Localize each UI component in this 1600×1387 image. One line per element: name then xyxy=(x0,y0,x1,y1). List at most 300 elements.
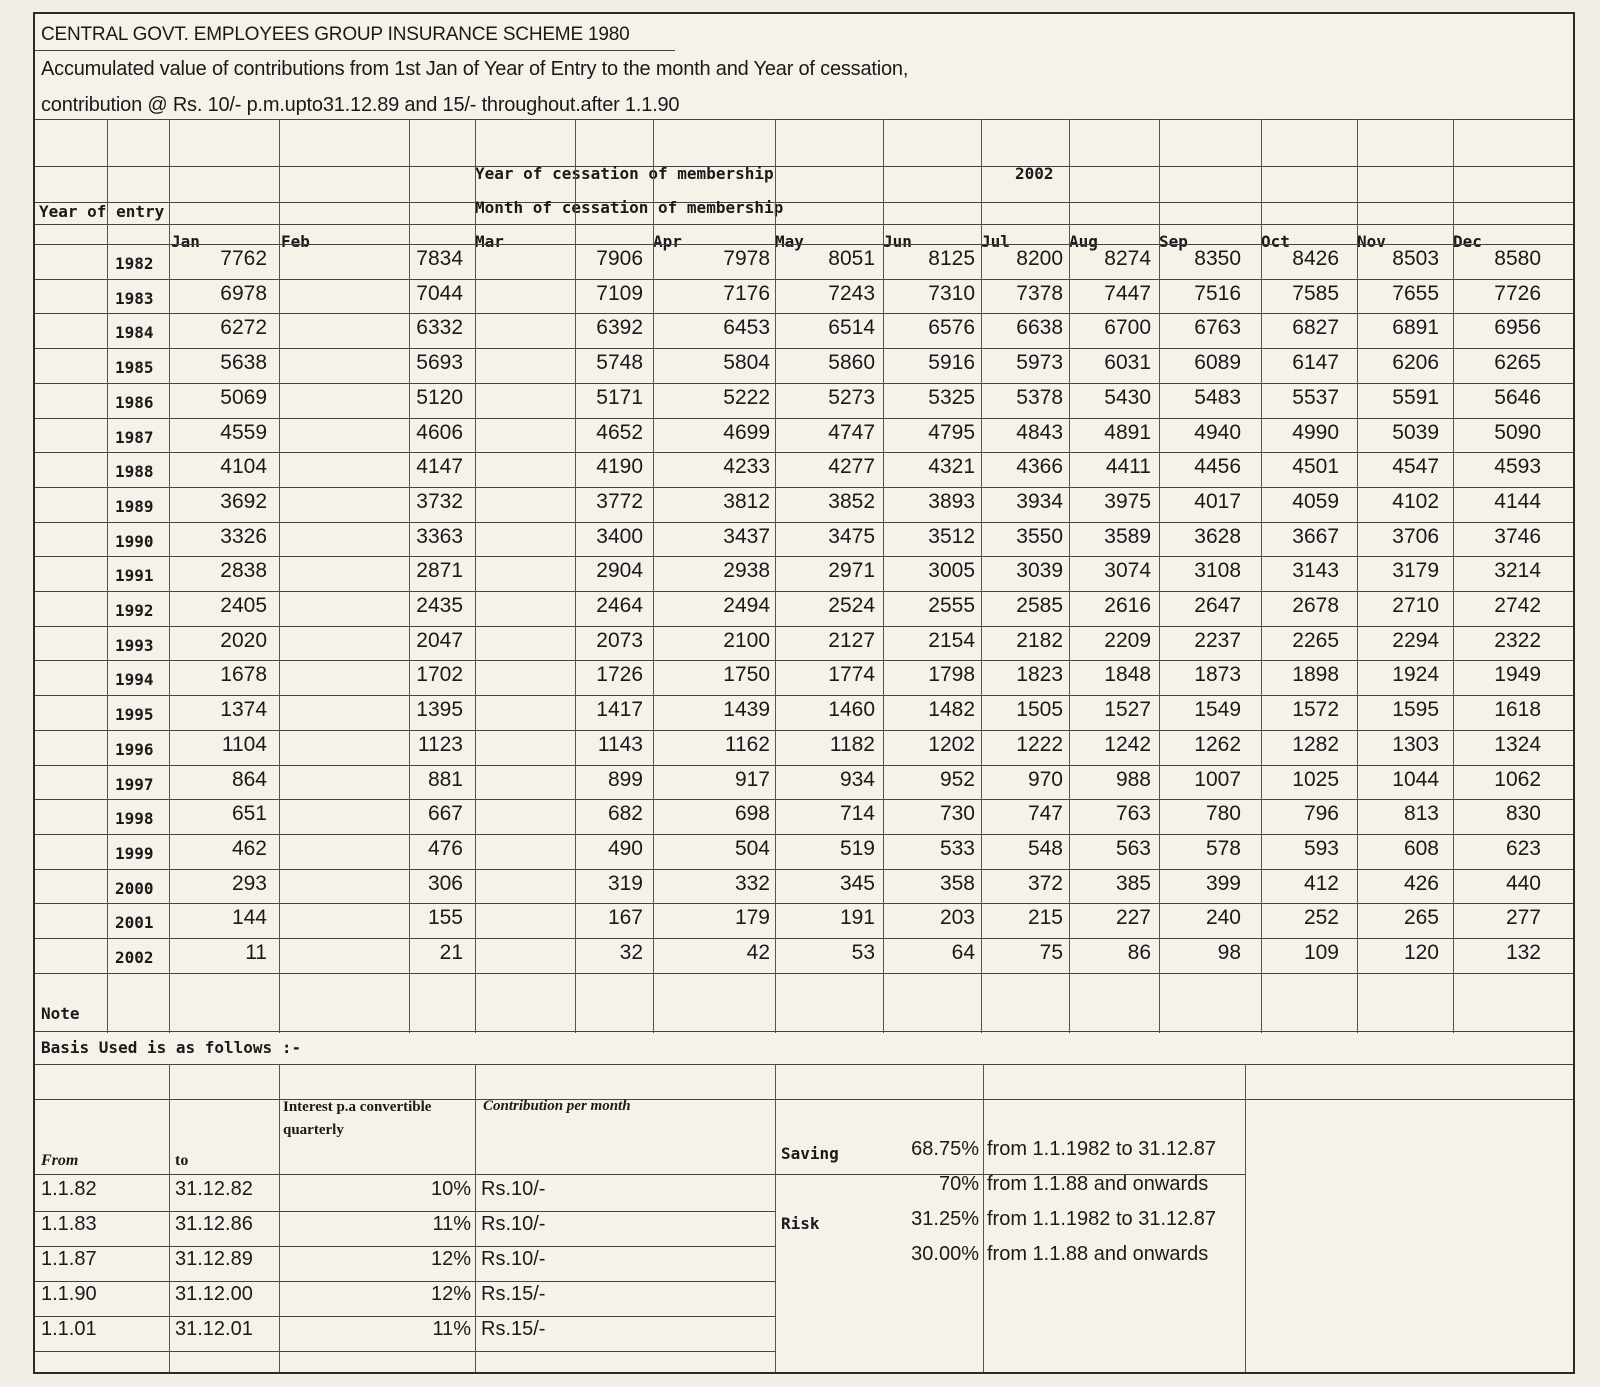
grid-line xyxy=(35,522,1573,523)
value-cell: 3214 xyxy=(1494,559,1541,583)
value-cell: 1123 xyxy=(417,732,463,756)
value-cell: 5693 xyxy=(416,351,463,375)
basis-from-cell: 1.1.90 xyxy=(41,1283,97,1305)
value-cell: 4411 xyxy=(1105,455,1151,479)
grid-line xyxy=(983,1064,984,1374)
value-cell: 4699 xyxy=(723,420,770,444)
value-cell: 3143 xyxy=(1292,559,1339,583)
basis-from-cell: 1.1.83 xyxy=(41,1213,97,1235)
value-cell: 4990 xyxy=(1292,420,1339,444)
value-cell: 7176 xyxy=(723,281,770,305)
value-cell: 64 xyxy=(951,941,975,964)
value-cell: 519 xyxy=(839,836,875,860)
value-cell: 155 xyxy=(427,906,463,930)
value-cell: 98 xyxy=(1217,941,1241,964)
value-cell: 1774 xyxy=(828,663,875,687)
value-cell: 1324 xyxy=(1494,732,1541,756)
value-cell: 7906 xyxy=(596,247,643,270)
value-cell: 1222 xyxy=(1016,732,1063,756)
value-cell: 1898 xyxy=(1292,663,1339,687)
basis-from-cell: 1.1.01 xyxy=(41,1318,97,1340)
value-cell: 358 xyxy=(939,871,975,895)
value-cell: 8350 xyxy=(1194,247,1241,270)
basis-contribution-cell: Rs.10/- xyxy=(481,1178,546,1200)
value-cell: 4940 xyxy=(1194,420,1241,444)
basis-to-cell: 31.12.89 xyxy=(175,1248,253,1270)
grid-line xyxy=(775,119,776,1033)
basis-to-cell: 31.12.00 xyxy=(175,1283,253,1305)
month-header-jul: Jul xyxy=(981,232,1010,251)
value-cell: 1726 xyxy=(596,663,643,687)
value-cell: 2100 xyxy=(723,628,770,652)
grid-line xyxy=(1069,119,1070,1033)
grid-line xyxy=(475,1064,476,1374)
value-cell: 203 xyxy=(939,906,975,930)
value-cell: 6978 xyxy=(220,281,267,305)
year-of-entry-cell: 1993 xyxy=(115,635,154,655)
value-cell: 2127 xyxy=(828,628,875,652)
value-cell: 899 xyxy=(607,767,643,791)
basis-contribution-cell: Rs.15/- xyxy=(481,1283,546,1305)
value-cell: 6763 xyxy=(1194,316,1241,340)
year-of-entry-cell: 1986 xyxy=(115,392,154,412)
month-header-apr: Apr xyxy=(653,232,682,251)
grid-line xyxy=(107,119,108,1033)
value-cell: 144 xyxy=(231,906,267,930)
value-cell: 8125 xyxy=(928,247,975,270)
basis-from-cell: 1.1.87 xyxy=(41,1248,97,1270)
value-cell: 4456 xyxy=(1194,455,1241,479)
value-cell: 3975 xyxy=(1104,489,1151,513)
value-cell: 75 xyxy=(1039,941,1063,964)
value-cell: 4144 xyxy=(1494,489,1541,513)
value-cell: 796 xyxy=(1303,802,1339,826)
value-cell: 5483 xyxy=(1194,385,1241,409)
value-cell: 191 xyxy=(839,906,875,930)
year-of-entry-cell: 1988 xyxy=(115,462,154,482)
value-cell: 2209 xyxy=(1104,628,1151,652)
value-cell: 1202 xyxy=(928,732,975,756)
value-cell: 3692 xyxy=(220,489,267,513)
grid-line xyxy=(169,119,170,1033)
grid-line xyxy=(575,119,576,1033)
year-of-entry-cell: 1995 xyxy=(115,705,154,725)
value-cell: 6265 xyxy=(1494,351,1541,375)
grid-line xyxy=(35,1246,775,1247)
value-cell: 4147 xyxy=(416,455,463,479)
value-cell: 4795 xyxy=(928,420,975,444)
value-cell: 3326 xyxy=(220,524,267,548)
sheet-subtitle-line1: Accumulated value of contributions from 1st Jan of Year of Entry to the month and Year of cessation, xyxy=(41,58,909,80)
header-divider xyxy=(35,119,1573,120)
value-cell: 3179 xyxy=(1392,559,1439,583)
year-of-entry-cell: 1987 xyxy=(115,427,154,447)
value-cell: 1303 xyxy=(1392,732,1439,756)
basis-interest-cell: 11% xyxy=(432,1213,471,1235)
value-cell: 385 xyxy=(1115,871,1151,895)
value-cell: 763 xyxy=(1115,802,1151,826)
value-cell: 7834 xyxy=(416,247,463,270)
value-cell: 3108 xyxy=(1194,559,1241,583)
value-cell: 6638 xyxy=(1016,316,1063,340)
value-cell: 345 xyxy=(839,871,875,895)
value-cell: 7585 xyxy=(1292,281,1339,305)
month-of-cessation-label: Month of cessation of membership xyxy=(475,198,784,217)
year-of-entry-cell: 2002 xyxy=(115,948,154,967)
value-cell: 2073 xyxy=(596,628,643,652)
value-cell: 3550 xyxy=(1016,524,1063,548)
grid-line xyxy=(775,1064,776,1374)
value-cell: 2265 xyxy=(1292,628,1339,652)
value-cell: 5090 xyxy=(1494,420,1541,444)
value-cell: 2322 xyxy=(1494,628,1541,652)
value-cell: 8200 xyxy=(1016,247,1063,270)
value-cell: 372 xyxy=(1027,871,1063,895)
value-cell: 1374 xyxy=(220,698,267,722)
value-cell: 1527 xyxy=(1104,698,1151,722)
value-cell: 5120 xyxy=(416,385,463,409)
value-cell: 5804 xyxy=(723,351,770,375)
grid-line xyxy=(1159,119,1160,1033)
value-cell: 2405 xyxy=(220,594,267,617)
value-cell: 1460 xyxy=(828,698,875,722)
value-cell: 5591 xyxy=(1392,385,1439,409)
basis-from-header: From xyxy=(41,1152,79,1169)
value-cell: 813 xyxy=(1403,802,1439,826)
value-cell: 3437 xyxy=(723,524,770,548)
value-cell: 3732 xyxy=(416,489,463,513)
basis-interest-cell: 12% xyxy=(430,1248,471,1270)
grid-line xyxy=(35,591,1573,592)
value-cell: 3746 xyxy=(1494,524,1541,548)
value-cell: 5222 xyxy=(723,385,770,409)
value-cell: 1025 xyxy=(1292,767,1339,791)
value-cell: 4059 xyxy=(1292,489,1339,513)
grid-line xyxy=(35,626,1573,627)
value-cell: 1924 xyxy=(1392,663,1439,687)
value-cell: 548 xyxy=(1027,836,1063,860)
month-header-jan: Jan xyxy=(171,232,200,251)
value-cell: 1482 xyxy=(928,698,975,722)
value-cell: 4190 xyxy=(596,455,643,479)
value-cell: 1395 xyxy=(416,698,463,722)
split-description: from 1.1.1982 to 31.12.87 xyxy=(987,1138,1217,1160)
grid-line xyxy=(35,973,1573,974)
value-cell: 780 xyxy=(1205,802,1241,826)
value-cell: 8274 xyxy=(1104,247,1151,270)
value-cell: 533 xyxy=(939,836,975,860)
value-cell: 7447 xyxy=(1104,281,1151,305)
value-cell: 5273 xyxy=(828,385,875,409)
value-cell: 1007 xyxy=(1194,767,1241,791)
grid-line xyxy=(279,1064,280,1374)
year-of-entry-cell: 1984 xyxy=(115,323,154,343)
value-cell: 5638 xyxy=(220,351,267,375)
value-cell: 3893 xyxy=(928,489,975,513)
grid-line xyxy=(1453,119,1454,1033)
value-cell: 4277 xyxy=(828,455,875,479)
spreadsheet-sheet xyxy=(33,12,1575,1374)
value-cell: 5069 xyxy=(220,385,267,409)
grid-line xyxy=(169,1064,170,1374)
value-cell: 578 xyxy=(1205,836,1241,860)
grid-line xyxy=(35,903,1573,904)
value-cell: 5860 xyxy=(828,351,875,375)
value-cell: 682 xyxy=(607,802,643,826)
value-cell: 4017 xyxy=(1194,489,1241,513)
grid-line xyxy=(35,279,1573,280)
grid-line xyxy=(35,244,1573,245)
value-cell: 1062 xyxy=(1494,767,1541,791)
value-cell: 440 xyxy=(1505,871,1541,895)
value-cell: 830 xyxy=(1505,802,1541,826)
value-cell: 6272 xyxy=(220,316,267,340)
value-cell: 109 xyxy=(1303,941,1339,964)
value-cell: 3074 xyxy=(1104,559,1151,583)
basis-interest-header-line2: quarterly xyxy=(283,1122,344,1138)
basis-contribution-cell: Rs.10/- xyxy=(481,1248,546,1270)
value-cell: 881 xyxy=(427,767,463,791)
value-cell: 2494 xyxy=(723,594,770,617)
value-cell: 1549 xyxy=(1194,698,1241,722)
value-cell: 42 xyxy=(746,941,770,964)
value-cell: 4501 xyxy=(1292,455,1339,479)
split-description: from 1.1.88 and onwards xyxy=(987,1173,1209,1195)
basis-interest-cell: 10% xyxy=(430,1178,471,1200)
header-divider xyxy=(35,202,1573,203)
value-cell: 7978 xyxy=(723,247,770,270)
basis-interest-cell: 12% xyxy=(430,1283,471,1305)
value-cell: 2555 xyxy=(928,594,975,617)
year-of-entry-cell: 1997 xyxy=(115,774,154,794)
year-of-entry-cell: 1989 xyxy=(115,496,154,516)
value-cell: 7516 xyxy=(1194,281,1241,305)
value-cell: 651 xyxy=(231,802,267,826)
grid-line xyxy=(35,660,1573,661)
value-cell: 504 xyxy=(734,836,770,860)
note-label: Note xyxy=(41,1004,80,1023)
value-cell: 1595 xyxy=(1392,698,1439,722)
value-cell: 3005 xyxy=(928,559,975,583)
value-cell: 1262 xyxy=(1194,732,1241,756)
value-cell: 86 xyxy=(1127,941,1151,964)
value-cell: 6089 xyxy=(1194,351,1241,375)
value-cell: 167 xyxy=(607,906,643,930)
value-cell: 6576 xyxy=(928,316,975,340)
value-cell: 593 xyxy=(1303,836,1339,860)
split-percentage: 31.25% xyxy=(911,1208,979,1230)
value-cell: 1823 xyxy=(1016,663,1063,687)
value-cell: 1439 xyxy=(723,698,770,722)
value-cell: 3852 xyxy=(828,489,875,513)
value-cell: 490 xyxy=(607,836,643,860)
title-underline xyxy=(35,50,675,51)
grid-line xyxy=(35,1211,775,1212)
value-cell: 4366 xyxy=(1016,455,1063,479)
value-cell: 6827 xyxy=(1292,316,1339,340)
value-cell: 462 xyxy=(231,836,267,860)
value-cell: 6956 xyxy=(1494,316,1541,340)
month-header-feb: Feb xyxy=(281,232,310,251)
grid-line xyxy=(35,1099,1573,1100)
value-cell: 3772 xyxy=(596,489,643,513)
value-cell: 132 xyxy=(1505,941,1541,964)
value-cell: 2182 xyxy=(1016,628,1063,652)
value-cell: 8426 xyxy=(1292,247,1339,270)
value-cell: 1750 xyxy=(723,663,770,687)
value-cell: 1678 xyxy=(220,663,267,687)
month-header-may: May xyxy=(775,232,804,251)
value-cell: 1949 xyxy=(1494,663,1541,687)
value-cell: 988 xyxy=(1115,767,1151,791)
value-cell: 1505 xyxy=(1016,698,1063,722)
value-cell: 2585 xyxy=(1016,594,1063,617)
value-cell: 5378 xyxy=(1016,385,1063,409)
value-cell: 8051 xyxy=(828,247,875,270)
value-cell: 934 xyxy=(839,767,875,791)
split-description: from 1.1.1982 to 31.12.87 xyxy=(987,1208,1217,1230)
value-cell: 7310 xyxy=(928,281,975,305)
header-divider xyxy=(35,166,1573,167)
basis-interest-header-line1: Interest p.a convertible xyxy=(283,1099,432,1115)
value-cell: 6453 xyxy=(723,316,770,340)
value-cell: 3812 xyxy=(723,489,770,513)
value-cell: 4547 xyxy=(1392,455,1439,479)
value-cell: 1618 xyxy=(1494,698,1541,722)
value-cell: 476 xyxy=(427,836,463,860)
grid-line xyxy=(1357,119,1358,1033)
value-cell: 179 xyxy=(734,906,770,930)
sheet-title: CENTRAL GOVT. EMPLOYEES GROUP INSURANCE SCHEME 1980 xyxy=(41,24,630,45)
value-cell: 5430 xyxy=(1104,385,1151,409)
value-cell: 3667 xyxy=(1292,524,1339,548)
basis-contribution-header: Contribution per month xyxy=(483,1098,631,1114)
grid-line xyxy=(1245,1064,1246,1374)
value-cell: 1182 xyxy=(829,732,875,756)
value-cell: 306 xyxy=(427,871,463,895)
value-cell: 3512 xyxy=(928,524,975,548)
value-cell: 399 xyxy=(1205,871,1241,895)
value-cell: 3706 xyxy=(1392,524,1439,548)
grid-line xyxy=(35,313,1573,314)
value-cell: 1104 xyxy=(221,732,267,756)
value-cell: 5537 xyxy=(1292,385,1339,409)
value-cell: 2710 xyxy=(1392,594,1439,617)
value-cell: 1873 xyxy=(1194,663,1241,687)
value-cell: 252 xyxy=(1303,906,1339,930)
value-cell: 698 xyxy=(734,802,770,826)
grid-line xyxy=(35,348,1573,349)
value-cell: 1848 xyxy=(1104,663,1151,687)
value-cell: 7109 xyxy=(596,281,643,305)
value-cell: 1242 xyxy=(1104,732,1151,756)
month-header-jun: Jun xyxy=(883,232,912,251)
value-cell: 8503 xyxy=(1392,247,1439,270)
grid-line xyxy=(35,799,1573,800)
month-header-mar: Mar xyxy=(475,232,504,251)
grid-line xyxy=(35,834,1573,835)
month-header-sep: Sep xyxy=(1159,232,1188,251)
grid-line xyxy=(35,1281,775,1282)
value-cell: 7378 xyxy=(1016,281,1063,305)
value-cell: 1143 xyxy=(597,732,643,756)
value-cell: 563 xyxy=(1115,836,1151,860)
value-cell: 265 xyxy=(1403,906,1439,930)
value-cell: 412 xyxy=(1303,871,1339,895)
value-cell: 714 xyxy=(839,802,875,826)
year-of-entry-cell: 1985 xyxy=(115,358,154,378)
grid-line xyxy=(475,119,476,1033)
value-cell: 120 xyxy=(1403,941,1439,964)
value-cell: 4104 xyxy=(220,455,267,479)
value-cell: 2971 xyxy=(828,559,875,583)
value-cell: 3589 xyxy=(1104,524,1151,548)
grid-line xyxy=(35,418,1573,419)
grid-line xyxy=(409,119,410,1033)
value-cell: 3039 xyxy=(1016,559,1063,583)
value-cell: 4843 xyxy=(1016,420,1063,444)
grid-line xyxy=(35,1316,775,1317)
value-cell: 1044 xyxy=(1392,767,1439,791)
value-cell: 1798 xyxy=(928,663,975,687)
month-header-aug: Aug xyxy=(1069,232,1098,251)
year-of-entry-cell: 2000 xyxy=(115,878,154,898)
grid-line xyxy=(35,1031,1573,1032)
value-cell: 3475 xyxy=(828,524,875,548)
value-cell: 5171 xyxy=(596,385,643,409)
value-cell: 32 xyxy=(619,941,643,964)
year-of-entry-cell: 1990 xyxy=(115,531,154,551)
basis-to-header: to xyxy=(175,1152,189,1169)
value-cell: 2647 xyxy=(1194,594,1241,617)
value-cell: 2524 xyxy=(828,594,875,617)
value-cell: 227 xyxy=(1115,906,1151,930)
value-cell: 623 xyxy=(1505,836,1541,860)
basis-contribution-cell: Rs.10/- xyxy=(481,1213,546,1235)
grid-line xyxy=(35,1351,775,1352)
year-of-cessation-label: Year of cessation of membership xyxy=(475,164,774,183)
split-percentage: 68.75% xyxy=(911,1138,979,1160)
grid-line xyxy=(35,730,1573,731)
value-cell: 2435 xyxy=(416,594,463,617)
grid-line xyxy=(35,452,1573,453)
value-cell: 2904 xyxy=(596,559,643,583)
value-cell: 2294 xyxy=(1392,628,1439,652)
value-cell: 952 xyxy=(939,767,975,791)
basis-label: Basis Used is as follows :- xyxy=(41,1038,302,1057)
value-cell: 293 xyxy=(231,871,267,895)
value-cell: 6891 xyxy=(1392,316,1439,340)
grid-line xyxy=(35,938,1573,939)
basis-contribution-cell: Rs.15/- xyxy=(481,1318,546,1340)
value-cell: 4652 xyxy=(596,420,643,444)
value-cell: 2938 xyxy=(723,559,770,583)
value-cell: 5973 xyxy=(1016,351,1063,375)
value-cell: 2237 xyxy=(1194,628,1241,652)
grid-line xyxy=(981,119,982,1033)
grid-line xyxy=(35,1064,1573,1065)
value-cell: 1417 xyxy=(596,698,643,722)
value-cell: 4606 xyxy=(416,420,463,444)
value-cell: 2616 xyxy=(1104,594,1151,617)
value-cell: 2678 xyxy=(1292,594,1339,617)
year-of-entry-cell: 1992 xyxy=(115,601,154,620)
value-cell: 2742 xyxy=(1494,594,1541,617)
year-of-cessation-value: 2002 xyxy=(1015,164,1054,183)
value-cell: 4233 xyxy=(723,455,770,479)
basis-to-cell: 31.12.86 xyxy=(175,1213,253,1235)
value-cell: 426 xyxy=(1403,871,1439,895)
